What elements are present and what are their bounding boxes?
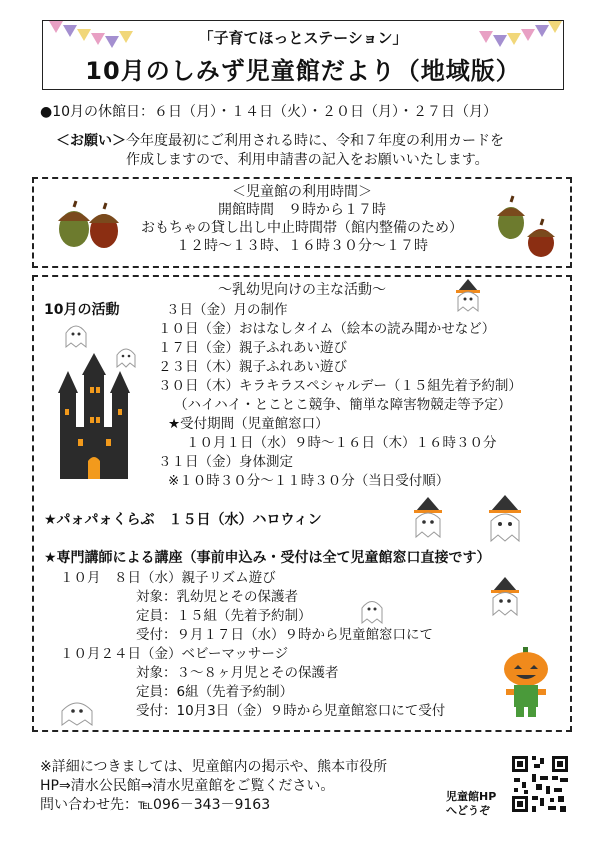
request-notice (56, 132, 504, 150)
ghost-icon (62, 321, 90, 351)
qr-code-icon[interactable] (510, 754, 570, 814)
hours-box (32, 177, 572, 268)
acorn-illustration-left (44, 189, 129, 259)
qr-caption-line2: へどうぞ (446, 804, 490, 817)
request-line1: 今年度最初にご利用される時に、令和７年度の利用カードを (126, 133, 504, 149)
papa-club: ★パォパォくらぶ １５日（水）ハロウィン (44, 512, 322, 528)
title-banner (42, 20, 564, 90)
lecture2-reception: 受付：10月3日（金）９時から児童館窓口にて受付 (136, 703, 446, 719)
opening-hours: 開館時間 ９時から１７時 (218, 202, 386, 218)
ghost-icon (358, 595, 386, 625)
lecture2-capacity: 定員：6組（先着予約制） (136, 684, 294, 700)
activity-note: ※１０時３０分～１１時３０分（当日受付順） (168, 473, 450, 489)
newsletter-subtitle: 「子育てほっとステーション」 (198, 29, 408, 47)
toy-pause-times: １２時～１３時、１６時３０分～１７時 (176, 238, 428, 254)
lecture1-target: 対象：乳幼児とその保護者 (136, 589, 298, 605)
acorn-illustration-right (489, 191, 569, 263)
activity-item: ３１日（金）身体測定 (158, 454, 293, 470)
witch-ghost-icon (486, 577, 524, 617)
newsletter-title: 10月のしみず児童館だより（地域版） (85, 57, 521, 85)
request-label: ＜お願い＞ (56, 133, 126, 149)
reception-period: １０月１日（水）９時～１６日（木）１６時３０分 (186, 435, 497, 451)
qr-caption-line1: 児童館HP (446, 790, 497, 803)
footer-line2: HP⇒清水公民館⇒清水児童館をご覧ください。 (40, 778, 335, 794)
ghost-icon (58, 697, 96, 727)
activities-heading: ～乳幼児向けの主な活動～ (218, 282, 386, 298)
activities-box (32, 275, 572, 732)
toy-pause-note: おもちゃの貸し出し中止時間帯（館内整備のため） (141, 220, 463, 236)
request-line2: 作成しますので、利用申請書の記入をお願いいたします。 (126, 152, 489, 168)
lecture1-reception: 受付：９月１７日（水）９時から児童館窓口にて (136, 627, 433, 643)
closed-days: ●10月の休館日：６日（月）・１４日（火）・２０日（月）・２７日（月） (40, 104, 498, 120)
ghost-icon (114, 345, 138, 371)
activity-item: １７日（金）親子ふれあい遊び (158, 340, 347, 356)
contact-phone: 問い合わせ先：℡096－343－9163 (40, 797, 271, 813)
lecture1-capacity: 定員：１５組（先着予約制） (136, 608, 312, 624)
activity-item: ２３日（木）親子ふれあい遊び (158, 359, 347, 375)
lecture-heading: ★専門講師による講座（事前申込み・受付は全て児童館窓口直接です） (44, 550, 491, 566)
lecture1-title: １０月 ８日（水）親子リズム遊び (60, 570, 276, 586)
hours-heading: ＜児童館の利用時間＞ (232, 184, 372, 200)
pumpkin-character-illustration (496, 647, 556, 719)
witch-ghost-icon (408, 497, 448, 539)
reception-period-label: ★受付期間（児童館窓口） (168, 416, 329, 432)
activity-note: （ハイハイ・とことこ競争、簡単な障害物競走等予定） (174, 397, 512, 413)
witch-ghost-icon (452, 279, 484, 313)
footer-line1: ※詳細につきましては、児童館内の掲示や、熊本市役所 (40, 759, 388, 775)
qr-caption (446, 790, 496, 818)
lecture2-target: 対象：３～８ヶ月児とその保護者 (136, 665, 339, 681)
haunted-castle-illustration (48, 353, 140, 483)
witch-ghost-icon (482, 495, 528, 543)
activity-item: ３０日（木）キラキラスペシャルデー（１５組先着予約制） (158, 378, 522, 394)
month-activities-label: 10月の活動 (44, 302, 120, 318)
lecture2-title: １０月２４日（金）ベビーマッサージ (60, 646, 289, 662)
activity-item: ３日（金）月の制作 (166, 302, 288, 318)
activity-item: １０日（金）おはなしタイム（絵本の読み聞かせなど） (158, 321, 496, 337)
